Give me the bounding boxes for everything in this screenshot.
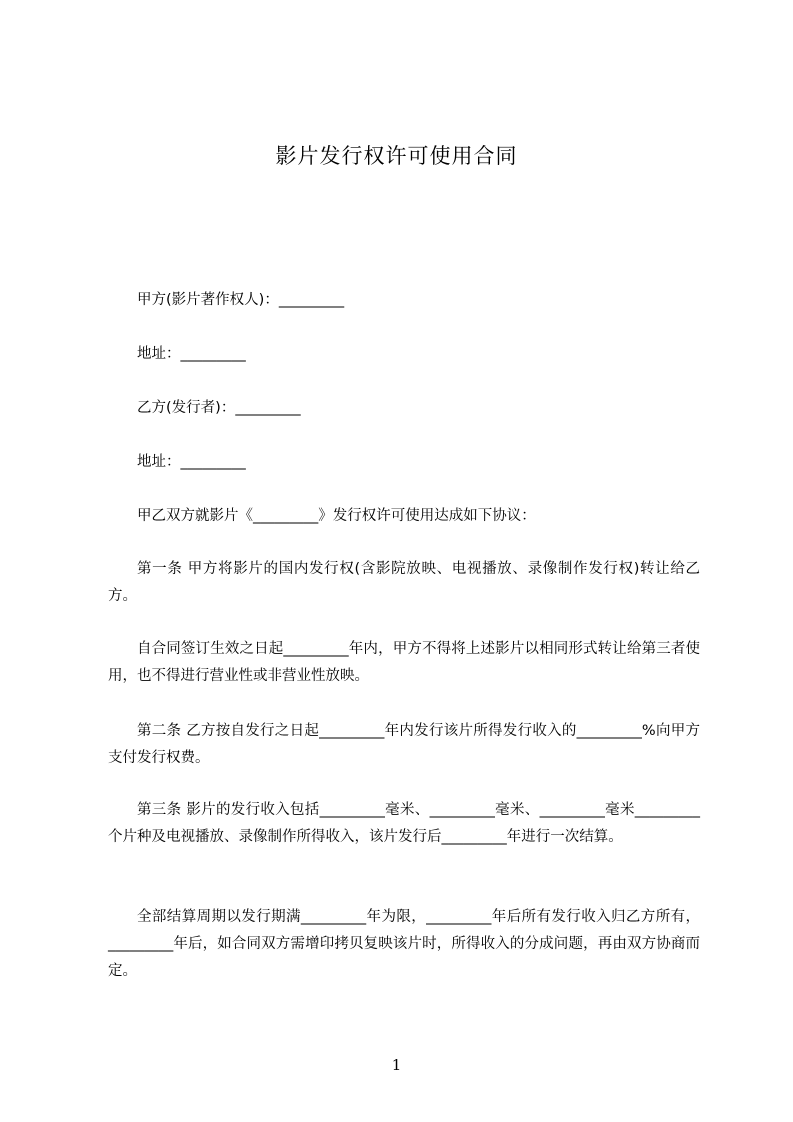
- article-1-restriction-paragraph: 自合同签订生效之日起_________年内，甲方不得将上述影片以相同形式转让给第三者使用，也不得进行营业性或非营业性放映。: [108, 641, 700, 684]
- article-1-paragraph: 第一条 甲方将影片的国内发行权(含影院放映、电视播放、录像制作发行权)转让给乙方。: [108, 561, 700, 604]
- party-a-address-line: 地址：_________: [137, 346, 246, 362]
- party-b-line: 乙方(发行者)：_________: [137, 400, 301, 416]
- page-number: 1: [391, 1056, 402, 1074]
- page-title: 影片发行权许可使用合同: [275, 144, 518, 168]
- article-3-paragraph: 第三条 影片的发行收入包括_________毫米、_________毫米、_________毫米_________个片种及电视播放、录像制作所得收入，该片发行后_________年进行一次结算。: [108, 802, 700, 845]
- party-a-line: 甲方(影片著作权人)：_________: [137, 292, 345, 308]
- party-b-address-line: 地址：_________: [137, 454, 246, 470]
- agreement-intro-paragraph: 甲乙双方就影片《_________》发行权许可使用达成如下协议：: [137, 508, 536, 524]
- settlement-period-paragraph: 全部结算周期以发行期满_________年为限，_________年后所有发行收入归乙方所有，_________年后，如合同双方需增印拷贝复映该片时，所得收入的分成问题，再由双方协商而定。: [108, 909, 700, 979]
- article-2-paragraph: 第二条 乙方按自发行之日起_________年内发行该片所得发行收入的_________%向甲方支付发行权费。: [108, 723, 700, 766]
